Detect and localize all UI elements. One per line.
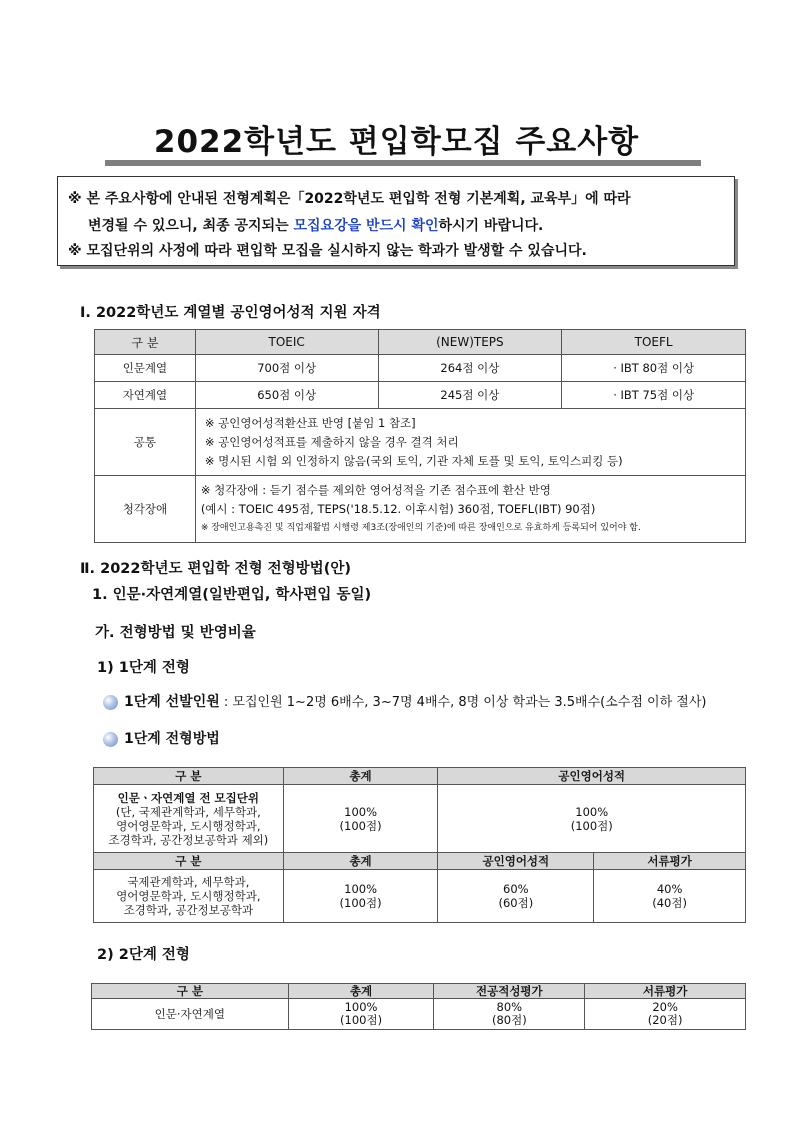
table-cell: 40% (40점): [594, 870, 746, 923]
table-cell: 245점 이상: [378, 382, 562, 409]
table-cell: 100% (100점): [283, 870, 438, 923]
table-header: (NEW)TEPS: [378, 330, 562, 355]
table-cell: 인문ㆍ자연계열 전 모집단위 (단, 국제관계학과, 세무학과, 영어영문학과, 도시행정학과, 조경학과, 공간정보공학과 제외): [94, 785, 284, 853]
notice-highlight: 모집요강을 반드시 확인: [293, 218, 439, 234]
table-header: 총계: [283, 768, 438, 785]
notice-line-2: 변경될 수 있으니, 최종 공지되는 모집요강을 반드시 확인하시기 바랍니다.: [88, 218, 544, 234]
table-cell: 인문·자연계열: [92, 999, 289, 1030]
method-label: 1단계 전형방법: [124, 731, 220, 747]
stage-2-heading: 2) 2단계 전형: [97, 947, 190, 963]
table-cell: 인문계열: [95, 355, 196, 382]
selection-text: : 모집인원 1~2명 6배수, 3~7명 4배수, 8명 이상 학과는 3.5배수(소수점 이하 절사): [219, 695, 707, 710]
table-header-row: [94, 768, 746, 785]
table-row: [95, 409, 746, 476]
method-line: [103, 728, 220, 748]
table-cell: 청각장애: [95, 476, 196, 543]
table-header: 구 분: [92, 984, 289, 999]
note-line: (예시 : TOEIC 495점, TEPS('18.5.12. 이후시험) 360점, TOEFL(IBT) 90점): [200, 501, 596, 516]
english-requirement-table: [94, 329, 746, 543]
table-cell: 650점 이상: [195, 382, 378, 409]
table-header: 서류평가: [585, 984, 746, 999]
table-cell: 100% (100점): [438, 785, 746, 853]
table-header: TOEFL: [562, 330, 746, 355]
table-cell: 자연계열: [95, 382, 196, 409]
table-header: 구 분: [94, 768, 284, 785]
table-row: [95, 476, 746, 543]
table-cell: 100% (100점): [288, 999, 434, 1030]
table-cell: 20% (20점): [585, 999, 746, 1030]
bullet-icon: [103, 695, 118, 710]
common-notes-cell: [195, 409, 745, 476]
hearing-notes-cell: [195, 476, 745, 543]
table-cell: 100% (100점): [283, 785, 438, 853]
stage-1-method-table: [93, 767, 746, 923]
table-row: [94, 785, 746, 853]
table-header: 총계: [288, 984, 434, 999]
table-row: [95, 355, 746, 382]
table-cell: · IBT 80점 이상: [562, 355, 746, 382]
table-row: [95, 382, 746, 409]
table-header-row: [92, 984, 746, 999]
table-header: TOEIC: [195, 330, 378, 355]
table-cell: 700점 이상: [195, 355, 378, 382]
table-cell: 264점 이상: [378, 355, 562, 382]
table-header: 공인영어성적: [438, 853, 594, 870]
table-header-row: [94, 853, 746, 870]
bullet-icon: [103, 732, 118, 747]
section-2-heading: Ⅱ. 2022학년도 편입학 전형 전형방법(안): [80, 561, 351, 577]
page-title: 2022학년도 편입학모집 주요사항: [153, 124, 640, 160]
note-line: ※ 명시된 시험 외 인정하지 않음(국외 토익, 기관 자체 토플 및 토익, 토익스피킹 등): [204, 453, 623, 468]
table-header: 구 분: [95, 330, 196, 355]
selection-line: [103, 691, 706, 711]
table-header: 총계: [283, 853, 438, 870]
table-header: 전공적성평가: [434, 984, 585, 999]
stage-1-heading: 1) 1단계 전형: [97, 660, 190, 676]
note-line: ※ 장애인고용촉진 및 직업재활법 시행령 제3조(장애인의 기준)에 따른 장애인으로 유효하게 등록되어 있어야 함.: [200, 522, 641, 533]
table-cell: 80% (80점): [434, 999, 585, 1030]
selection-label: 1단계 선발인원: [124, 694, 220, 710]
notice-line-1: ※ 본 주요사항에 안내된 전형계획은「2022학년도 편입학 전형 기본계획, 교육부」에 따라: [68, 191, 631, 207]
subsection-ga-heading: 가. 전형방법 및 반영비율: [95, 625, 256, 641]
table-header-row: [95, 330, 746, 355]
table-cell: · IBT 75점 이상: [562, 382, 746, 409]
note-line: ※ 청각장애 : 듣기 점수를 제외한 영어성적을 기존 점수표에 환산 반영: [200, 482, 551, 497]
title-underline: [105, 160, 701, 166]
notice-line-3: ※ 모집단위의 사정에 따라 편입학 모집을 실시하지 않는 학과가 발생할 수 있습니다.: [68, 243, 587, 259]
note-line: ※ 공인영어성적환산표 반영 [붙임 1 참조]: [204, 415, 416, 430]
table-header: 구 분: [94, 853, 284, 870]
section-1-heading: Ⅰ. 2022학년도 계열별 공인영어성적 지원 자격: [80, 305, 381, 321]
table-cell: 공통: [95, 409, 196, 476]
table-row: [92, 999, 746, 1030]
stage-2-method-table: [91, 983, 746, 1030]
notice-box: [57, 176, 735, 266]
table-row: [94, 870, 746, 923]
table-header: 서류평가: [594, 853, 746, 870]
table-cell: 60% (60점): [438, 870, 594, 923]
note-line: ※ 공인영어성적표를 제출하지 않을 경우 결격 처리: [204, 434, 459, 449]
subsection-1-heading: 1. 인문·자연계열(일반편입, 학사편입 동일): [92, 587, 372, 603]
table-cell: 국제관계학과, 세무학과, 영어영문학과, 도시행정학과, 조경학과, 공간정보공학과: [94, 870, 284, 923]
table-header: 공인영어성적: [438, 768, 746, 785]
